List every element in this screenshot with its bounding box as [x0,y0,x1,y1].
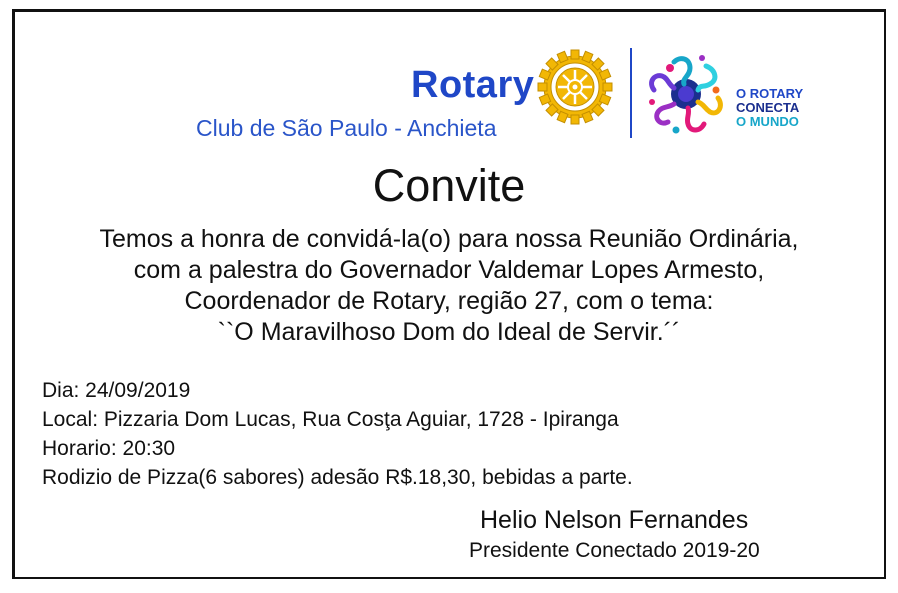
invitation-body [0,224,898,348]
campaign-line-2: CONECTA [736,100,800,115]
signature-name: Helio Nelson Fernandes [480,506,749,534]
invitation-line-1: Temos a honra de convidá-la(o) para nossa Reunião Ordinária, [99,225,799,253]
signature-role: Presidente Conectado 2019-20 [469,539,760,562]
event-date: Dia: 24/09/2019 [42,379,191,402]
event-menu: Rodizio de Pizza(6 sabores) adesão R$.18,30, bebidas a parte. [42,466,633,489]
campaign-line-3: O MUNDO [736,114,799,129]
campaign-tagline [736,87,803,129]
rotary-wordmark: Rotary [411,64,535,106]
invitation-title: Convite [372,160,526,211]
event-location: Local: Pizzaria Dom Lucas, Rua Cosţa Aguiar, 1728 - Ipiranga [42,408,619,431]
event-time: Horario: 20:30 [42,437,176,460]
invitation-line-3: Coordenador de Rotary, região 27, com o tema: [184,287,714,315]
logo-divider [630,48,632,138]
campaign-line-1: O ROTARY [736,86,804,101]
event-details [42,376,633,492]
invitation-line-4: ``O Maravilhoso Dom do Ideal de Servir.´´ [217,318,681,346]
rotary-connects-world-logo [646,50,730,136]
rotary-wheel-icon [537,49,613,125]
club-name: Club de São Paulo - Anchieta [196,115,497,141]
invitation-line-2: com a palestra do Governador Valdemar Lopes Armesto, [133,256,765,284]
